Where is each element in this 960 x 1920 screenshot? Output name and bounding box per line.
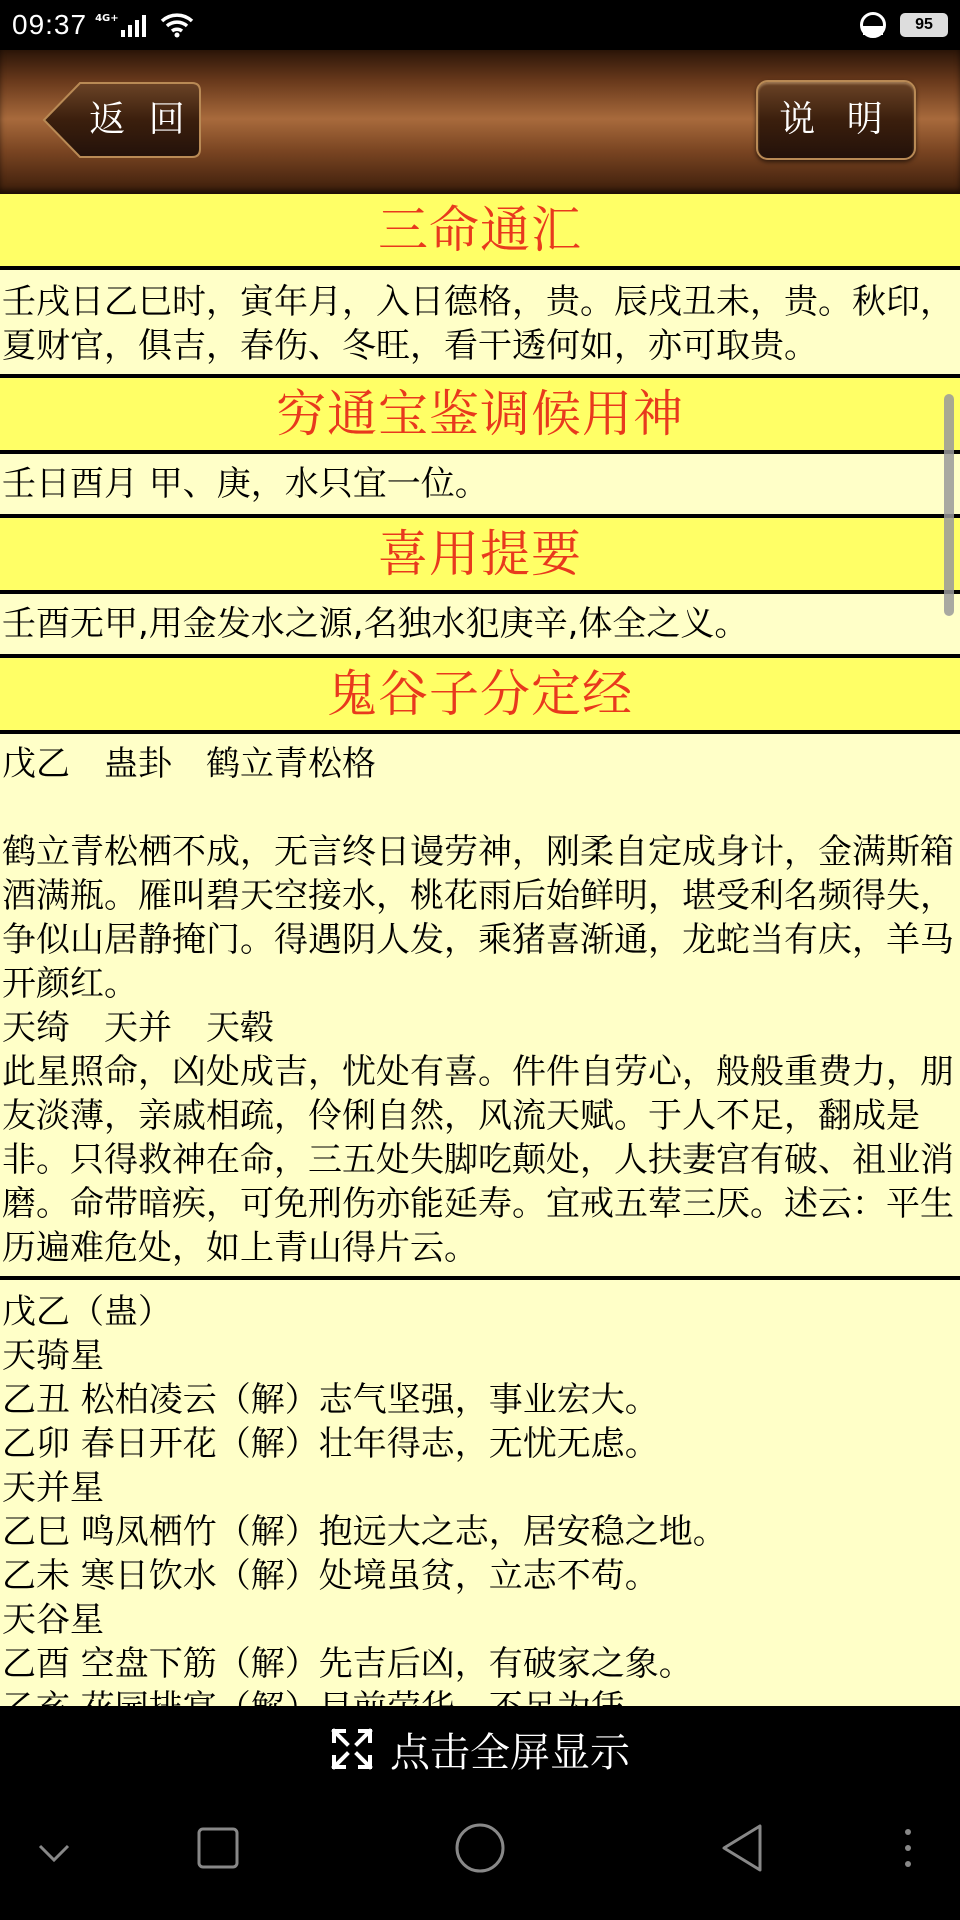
back-button[interactable] [40, 80, 204, 160]
section-title: 穷通宝鉴调候用神 [0, 378, 960, 454]
fullscreen-button[interactable] [0, 1706, 960, 1792]
wifi-icon [160, 12, 194, 38]
expand-arrows-icon [330, 1727, 374, 1771]
scrollbar[interactable] [944, 394, 954, 616]
section-body: 壬日酉月 甲、庚，水只宜一位。 [0, 454, 960, 518]
more-options-icon[interactable] [900, 1826, 916, 1870]
section-body: 壬戌日乙巳时，寅年月，入日德格，贵。辰戌丑未，贵。秋印，夏财官，俱吉，春伤、冬旺，看干透何如，亦可取贵。 [0, 270, 960, 378]
navigation-bar [0, 1792, 960, 1920]
section-title: 喜用提要 [0, 518, 960, 594]
chevron-down-icon[interactable] [36, 1832, 72, 1872]
status-bar [0, 0, 960, 50]
back-nav-button[interactable] [718, 1822, 766, 1874]
title-bar [0, 50, 960, 194]
section-body-extra: 戊乙（蛊） 天骑星 乙丑 松柏凌云（解）志气坚强，事业宏大。 乙卯 春日开花（解）壮年得志，无忧无虑。 天并星 乙巳 鸣凤栖竹（解）抱远大之志，居安稳之地。 乙未 寒日饮水（解）处境虽贫，立志不苟。 天谷星 乙酉 空盘下筋（解）先吉后凶，有破家之象。 [2, 1292, 727, 1684]
status-time: 09:37 [12, 9, 88, 40]
signal-icon [121, 13, 146, 37]
home-button[interactable] [454, 1822, 506, 1874]
section-body: 戊乙 蛊卦 鹤立青松格 鹤立青松栖不成，无言终日谩劳神，刚柔自定成身计，金满斯箱酒满瓶。雁叫碧天空接水，桃花雨后始鲜明，堪受利名频得失，争似山居静掩门。得遇阴人发，乘猪喜渐通，龙蛇当有庆，羊马开颜红。 天绮 天并 天毂 此星照命，凶处成吉，忧处有喜。件件自劳心，般般重费力，朋友淡薄，亲戚相疏，伶俐自然，风流天赋。于人不足，翻成是非。只得救神在命，三五处失脚吃颠处，人扶妻宫有破、祖业消磨。命带暗疾，可免刑伤亦能延寿。宜戒五荤三厌。述云：平生历遍难危处，如上青山得片云。 [0, 734, 960, 1280]
back-label: 返 回 [89, 99, 191, 140]
recent-apps-button[interactable] [196, 1826, 240, 1870]
section-title: 三命通汇 [0, 194, 960, 270]
network-type: 4G+ [95, 12, 119, 24]
data-saver-icon [860, 12, 886, 38]
section-body: 壬酉无甲,用金发水之源,名独水犯庚辛,体全之义。 [0, 594, 960, 658]
fullscreen-label: 点击全屏显示 [390, 1729, 630, 1776]
help-button[interactable]: 说 明 [756, 80, 916, 160]
battery-icon: 95 [900, 13, 948, 37]
content-area[interactable] [0, 194, 960, 1706]
section-title: 鬼谷子分定经 [0, 658, 960, 734]
